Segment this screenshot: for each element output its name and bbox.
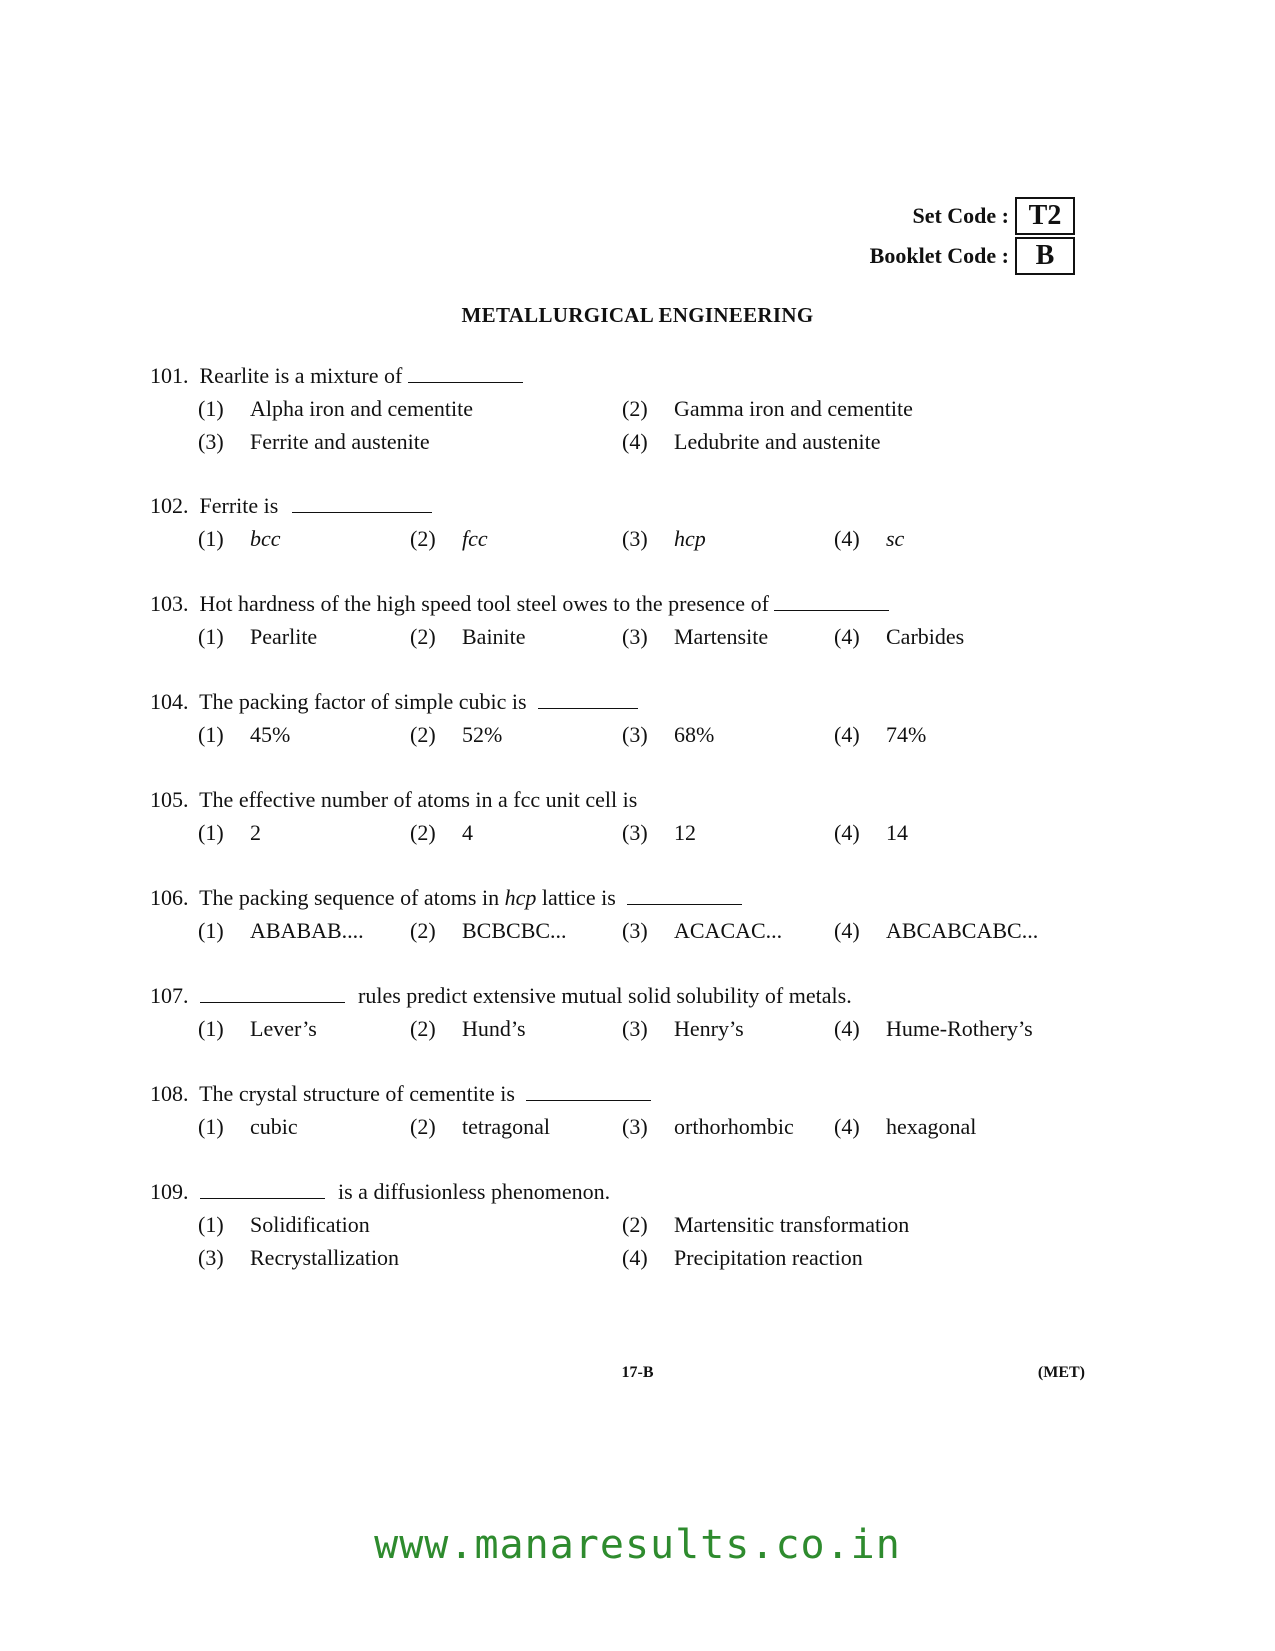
question-text-italic: hcp [504,885,537,910]
option-1: (1) ABABAB.... [198,918,364,943]
option-4: (4) hexagonal [834,1114,977,1139]
option-4: (4) 74% [834,722,927,747]
option-3: (3) Recrystallization [198,1245,400,1270]
question-number: 102. [150,493,189,518]
answer-blank [526,1080,651,1101]
question-number: 103. [150,591,189,616]
option-1: (1) 2 [198,820,261,845]
question-105 [150,784,1046,849]
option-2: (2) fcc [410,526,488,551]
subject-code: (MET) [1037,1364,1085,1381]
set-code-row [870,197,1075,235]
option-3: (3) hcp [622,526,706,551]
question-text: Rearlite is a mixture of [199,363,403,388]
question-number: 101. [150,363,189,388]
option-3: (3) ACACAC... [622,918,783,943]
question-number: 107. [150,983,189,1008]
question-stem [150,490,1046,522]
answer-blank [200,1178,325,1199]
answer-blank [200,982,345,1003]
question-stem [150,980,1046,1012]
question-stem [150,882,1046,914]
option-2: (2) 52% [410,722,503,747]
option-2: (2) Hund’s [410,1016,526,1041]
question-number: 105. [150,787,189,812]
option-4: (4) 14 [834,820,908,845]
option-2: (2) Martensitic transformation [622,1212,910,1237]
option-4: (4) Carbides [834,624,965,649]
option-1: (1) bcc [198,526,281,551]
option-2: (2) 4 [410,820,473,845]
answer-blank [292,492,432,513]
question-108 [150,1078,1046,1143]
option-4: (4) Precipitation reaction [622,1245,863,1270]
question-106 [150,882,1046,947]
option-1: (1) Lever’s [198,1016,317,1041]
question-109 [150,1176,1046,1274]
question-102 [150,490,1046,555]
question-text: The effective number of atoms in a fcc unit cell is [199,787,638,812]
option-3: (3) orthorhombic [622,1114,794,1139]
option-2: (2) Gamma iron and cementite [622,396,913,421]
question-text-end: lattice is [541,885,616,910]
question-text: The crystal structure of cementite is [199,1081,515,1106]
question-stem [150,588,1046,620]
question-text: Ferrite is [199,493,279,518]
answer-blank [408,362,523,383]
document-title: METALLURGICAL ENGINEERING [461,303,814,327]
option-2: (2) tetragonal [410,1114,550,1139]
question-text: The packing factor of simple cubic is [199,689,527,714]
set-code-label: Set Code : [912,203,1009,228]
question-stem [150,784,1046,816]
option-4: (4) Ledubrite and austenite [622,429,881,454]
answer-blank [774,590,889,611]
option-3: (3) Ferrite and austenite [198,429,430,454]
question-107 [150,980,1046,1045]
answer-blank [538,688,638,709]
booklet-code-label: Booklet Code : [869,243,1009,268]
option-3: (3) 68% [622,722,715,747]
question-101 [150,360,1046,458]
option-4: (4) ABCABCABC... [834,918,1039,943]
question-number: 106. [150,885,189,910]
option-1: (1) cubic [198,1114,298,1139]
option-3: (3) Martensite [622,624,769,649]
question-text: The packing sequence of atoms in [199,885,500,910]
question-number: 109. [150,1179,189,1204]
watermark-url: www.manaresults.co.in [374,1522,901,1568]
option-1: (1) Solidification [198,1212,370,1237]
question-text: is a diffusionless phenomenon. [338,1179,611,1204]
question-text: rules predict extensive mutual solid solubility of metals. [358,983,852,1008]
option-3: (3) Henry’s [622,1016,744,1041]
question-stem [150,686,1046,718]
question-stem [150,360,1046,392]
option-4: (4) sc [834,526,905,551]
question-number: 108. [150,1081,189,1106]
booklet-code-row [870,237,1075,275]
question-number: 104. [150,689,189,714]
option-1: (1) Pearlite [198,624,318,649]
option-3: (3) 12 [622,820,696,845]
page-code: 17-B [621,1364,654,1381]
option-4: (4) Hume-Rothery’s [834,1016,1033,1041]
option-1: (1) Alpha iron and cementite [198,396,473,421]
option-1: (1) 45% [198,722,291,747]
option-2: (2) Bainite [410,624,526,649]
answer-blank [627,884,742,905]
question-103 [150,588,1046,653]
set-code-value: T2 [1015,197,1075,235]
question-text: Hot hardness of the high speed tool steel owes to the presence of [199,591,769,616]
code-block [870,197,1075,277]
question-stem [150,1176,1046,1208]
question-stem [150,1078,1046,1110]
booklet-code-value: B [1015,237,1075,275]
option-2: (2) BCBCBC... [410,918,567,943]
question-104 [150,686,1046,751]
